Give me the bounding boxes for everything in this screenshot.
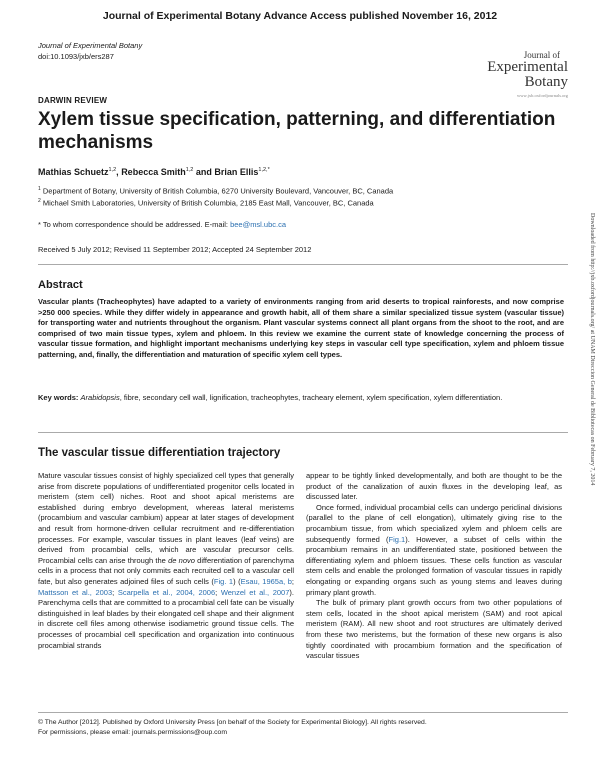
body-column-right (306, 471, 562, 662)
affiliation (38, 186, 393, 196)
correspondence (38, 220, 286, 229)
correspondence-text: * To whom correspondence should be addressed. E-mail: (38, 220, 231, 229)
footer-divider (38, 712, 568, 713)
author-separator: and (193, 167, 215, 177)
affiliation-text: Department of Botany, University of British Columbia, 6270 University Boulevard, Vancouver, BC, Canada (42, 186, 394, 196)
paragraph: appear to be tightly linked developmentally, and both are thought to be the product of the canalization of auxin fluxes in the developing leaf, as discussed later. (306, 471, 562, 502)
text-run: Mature vascular tissues consist of highly specialized cell types that generally arise from discrete populations of undifferentiated progenitor cells located in meristem (stem cell) niches. Root and shoot apical meristems are established during embryo development, whereas lateral meristems (procambium and vascular cambium) appear at later stages of development and result from hormone-driven cellular recruitment and re-differentiation processes. For example, vascular tissues in plant leaves (leaf veins) are derived from procambial cells, which are vascular precursor cells. Procambial cells can arise through the (38, 471, 294, 565)
figure-link[interactable]: Fig.1 (388, 534, 406, 544)
keywords-label: Key words: (38, 393, 79, 402)
author-name[interactable]: Brian Ellis (214, 167, 259, 177)
article-title: Xylem tissue specification, patterning, and differentiation mechanisms (38, 109, 556, 153)
abstract-text: Vascular plants (Tracheophytes) have adapted to a variety of environments ranging from arid deserts to tropical rainforests, and now comprise >250 000 species. While they differ widely in appearance and growth habit, all of them share a similar specialized tissue system (vascular tissue) for transporting water and nutrients throughout the organism. Plant vascular systems connect all plant organs from the shoot to the root, and are comprised of two main tissue types, xylem and phloem. In this review we examine the current state of knowledge concerning the process of vascular tissue formation, and highlight important mechanisms underlying key steps in vascular cell type specification, xylem and phloem tissue patterning, and, finally, the differentiation and maturation of specific xylem cell types. (38, 297, 564, 359)
logo-url: www.jxb.oxfordjournals.org (517, 93, 568, 98)
affiliation-number: 1 (38, 186, 41, 192)
paragraph: The bulk of primary plant growth occurs from two other populations of stem cells, located in the shoot apical meristem (SAM) and root apical meristem (RAM). All new shoot and root structures are ultimately derived from these two meristems, but the formation of these new organs is also tightly coordinated with procambium formation and the specification of vascular tissues (306, 598, 562, 661)
journal-meta (38, 40, 142, 62)
text-run: Once formed, individual procambial cells can undergo periclinal divisions (parallel to the plane of cell elongation), ultimately giving rise to the procambium tissue, from which specialized xylem and phloem cells are subsequently formed ( (306, 502, 562, 544)
keyword-italic: Arabidopsis (80, 393, 120, 402)
text-run: ; (215, 587, 221, 597)
italic-text: de novo (168, 555, 195, 565)
text-run: ; (112, 587, 118, 597)
abstract-heading: Abstract (38, 279, 83, 291)
affiliation-text: Michael Smith Laboratories, University of British Columbia, 2185 East Mall, Vancouver, BC, Canada (42, 198, 374, 208)
citation-link[interactable]: Scarpella et al., 2004, 2006 (117, 587, 216, 597)
text-run: ; (291, 576, 294, 586)
keywords (38, 393, 564, 404)
affiliation-number: 2 (38, 198, 41, 204)
text-run: ). Parenchyma cells that are committed to a procambial cell fate can be visually distinguished in leaf blades by their elongated cell shape and their alignment in discrete cell files among otherwise isodiametric ground tissue cells. The processes of procambial cell specification and organization into continuous procambial strands (38, 587, 294, 650)
journal-name: Journal of Experimental Botany (38, 41, 143, 50)
paragraph (38, 471, 294, 651)
keywords-list: , fibre, secondary cell wall, lignification, tracheophytes, tracheary element, xylem specification, xylem differentiation. (119, 393, 503, 402)
author-name[interactable]: Mathias Schuetz (38, 167, 109, 177)
text-run: ) ( (233, 576, 241, 586)
divider (38, 432, 568, 433)
advance-access-banner: Journal of Experimental Botany Advance Access published November 16, 2012 (102, 10, 498, 22)
author-affiliation: 1,2 (185, 167, 194, 173)
submission-dates: Received 5 July 2012; Revised 11 September 2012; Accepted 24 September 2012 (38, 245, 312, 254)
divider (38, 264, 568, 265)
journal-logo (470, 50, 568, 98)
author-affiliation: 1,2 (108, 167, 117, 173)
permissions: For permissions, please email: journals.permissions@oup.com (38, 729, 227, 736)
logo-line3: Botany (524, 74, 568, 90)
logo-line2: Experimental (487, 59, 568, 75)
author-affiliation: 1,2,* (258, 167, 270, 173)
text-run: differentiation of parenchyma cells in a process that not only commits each recruited cell to a vascular cell fate, but also generates adjoined files of such cells ( (38, 555, 295, 586)
body-column-left (38, 471, 294, 651)
section-heading: The vascular tissue differentiation trajectory (38, 447, 281, 459)
paragraph (306, 503, 562, 598)
download-note: Downloaded from http://jxb.oxfordjournals.org/ at UNAM Direccion General de Bibliotecas on February 7, 2014 (589, 213, 595, 486)
affiliation (38, 198, 374, 208)
citation-link[interactable]: Mattsson et al., 2003 (38, 587, 113, 597)
text-run: ). However, a subset of cells within the procambium remains in an undifferentiated state, positioned between the differentiating xylem and phloem tissues. These cells function as vascular stem cells and enable the prolonged formation of vascular tissues in rapidly elongating or expanding organs such as young stems and leaves during primary plant growth. (306, 534, 562, 597)
download-watermark (587, 210, 597, 570)
author-separator: , (116, 167, 122, 177)
article-type: DARWIN REVIEW (38, 96, 108, 105)
doi[interactable]: doi:10.1093/jxb/ers287 (38, 52, 114, 61)
logo-line1: Journal of (523, 50, 560, 60)
citation-link[interactable]: Esau, 1965a, b (240, 576, 292, 586)
correspondence-email-link[interactable]: bee@msl.ubc.ca (230, 220, 287, 229)
citation-link[interactable]: Wenzel et al., 2007 (220, 587, 290, 597)
footer (38, 718, 427, 738)
author-name[interactable]: Rebecca Smith (121, 167, 186, 177)
copyright: © The Author [2012]. Published by Oxford University Press [on behalf of the Society for Experimental Biology]. All rights reserved. (38, 719, 427, 726)
author-list (38, 167, 270, 177)
figure-link[interactable]: Fig. 1 (213, 576, 234, 586)
